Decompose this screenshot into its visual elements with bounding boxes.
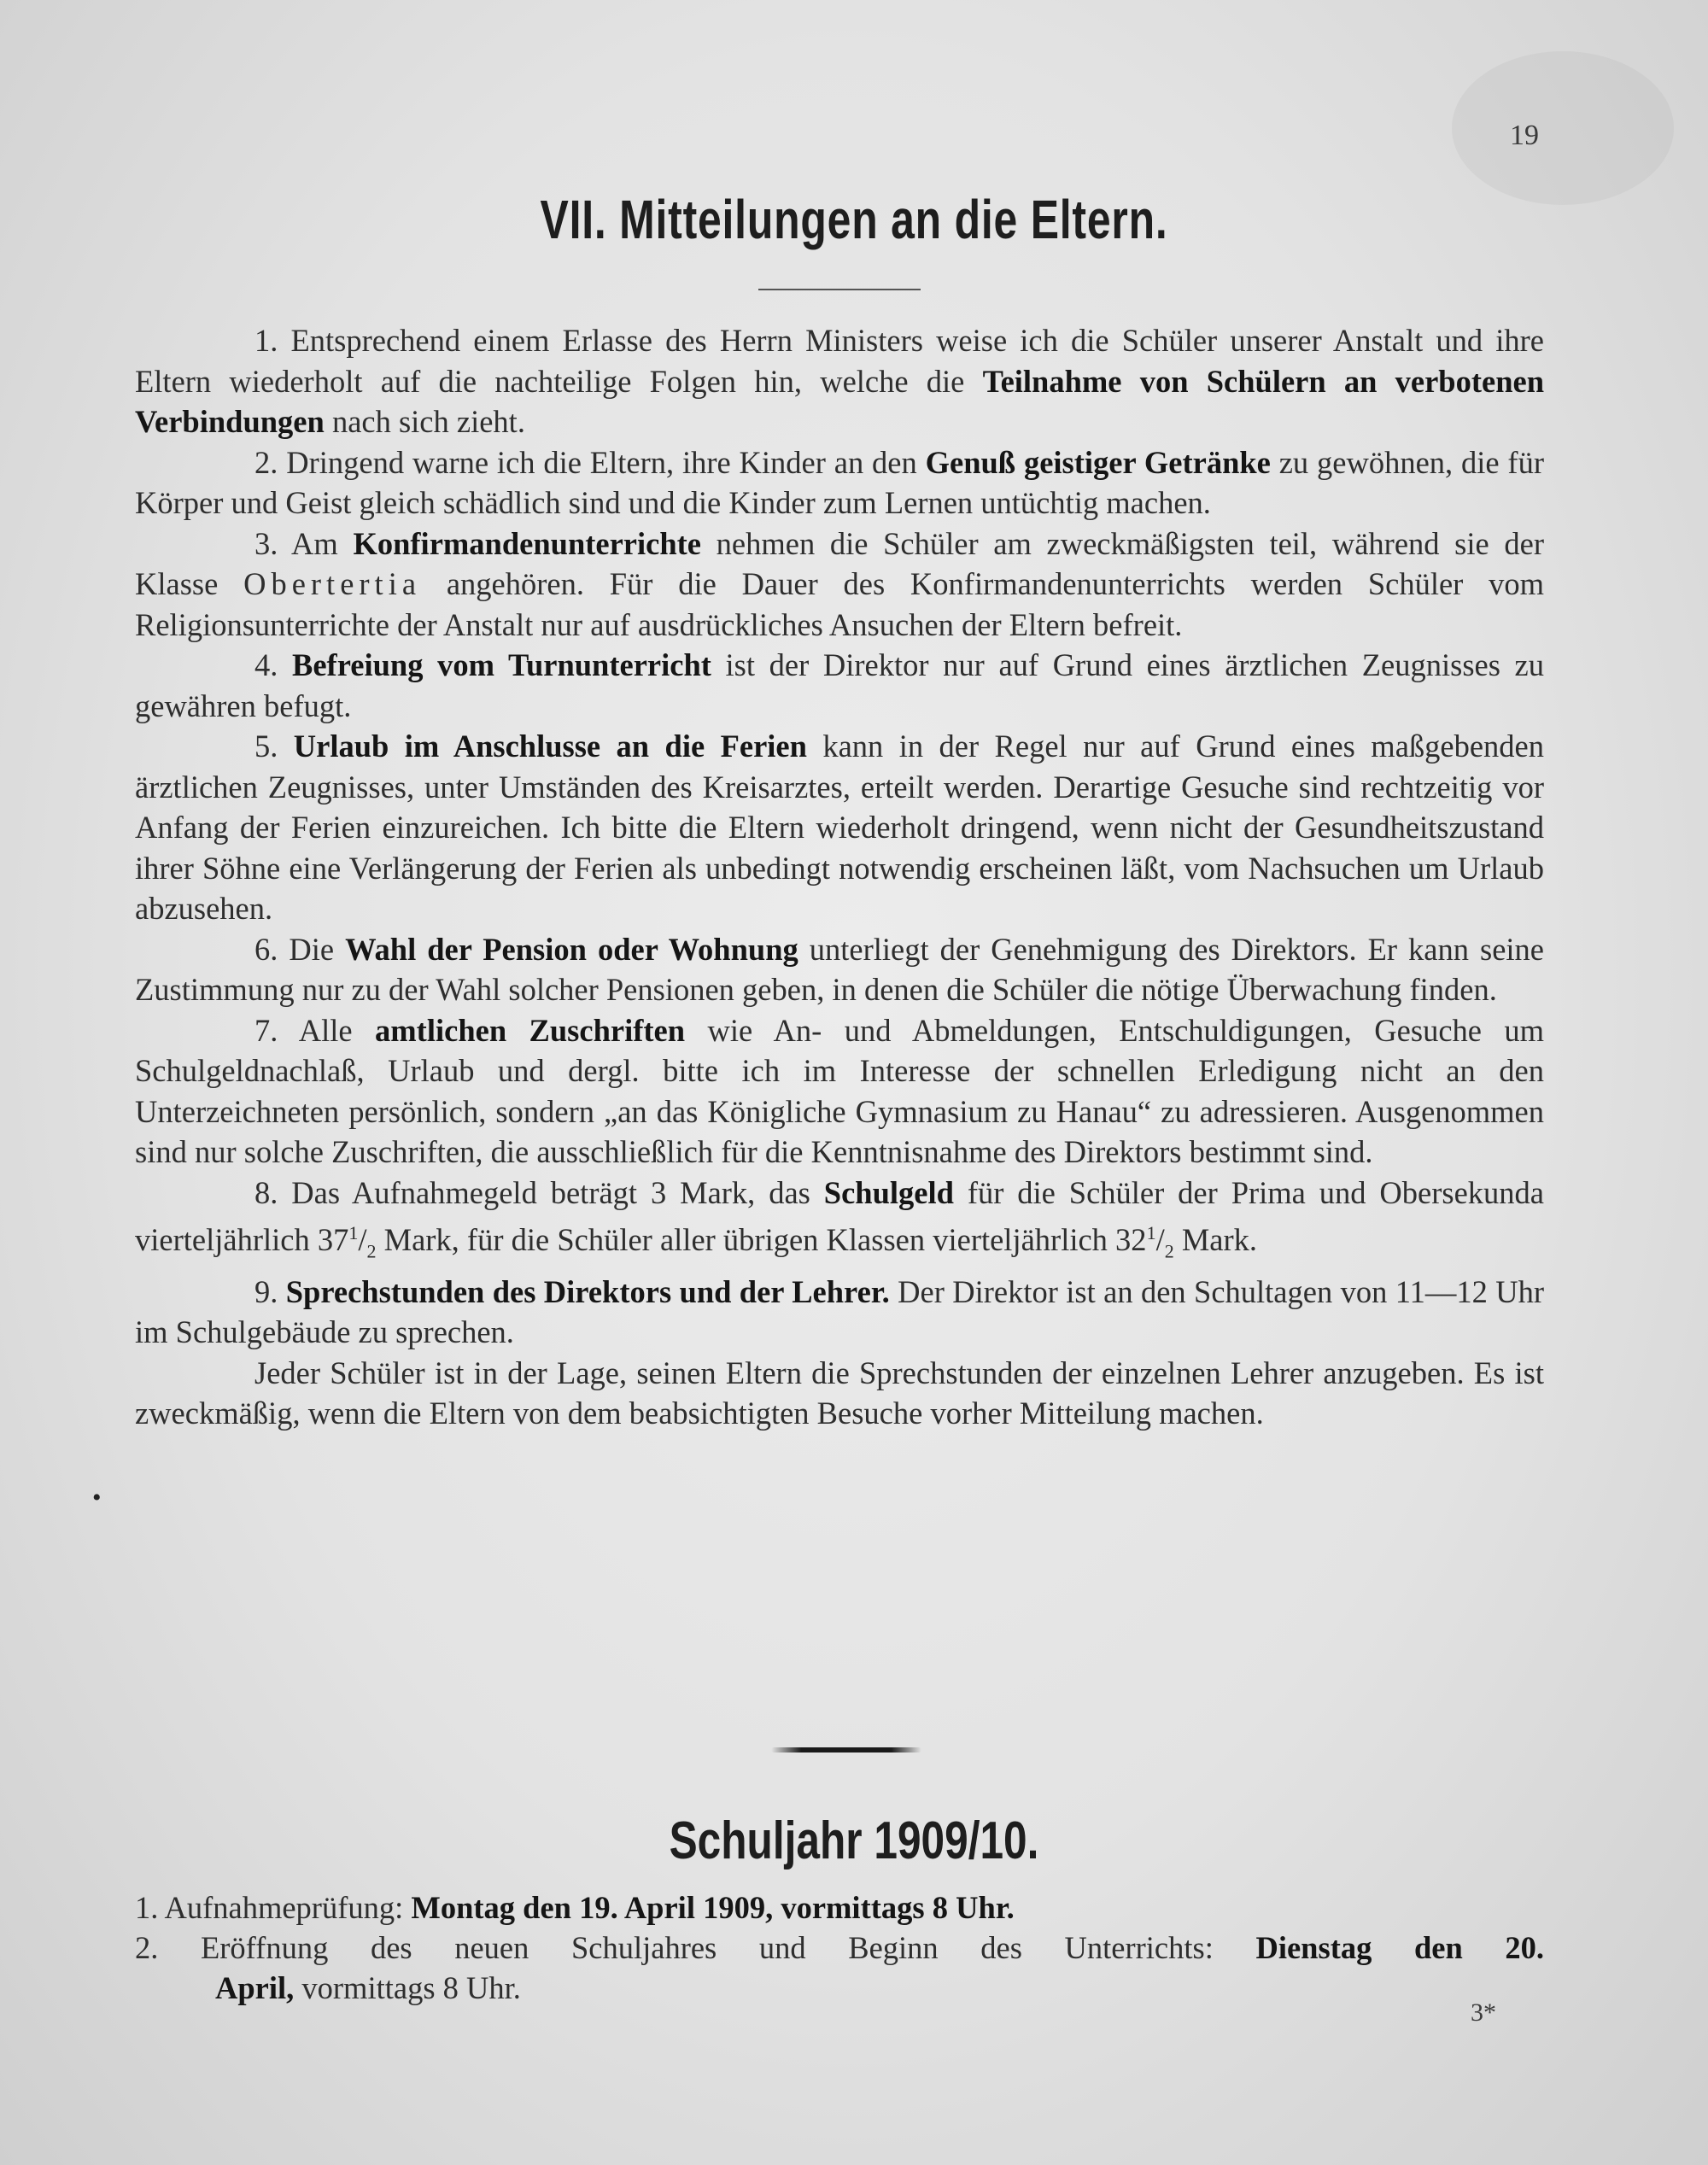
body-text (135, 320, 1544, 1434)
paragraph-9: 9. Sprechstunden des Direktors und der Lehrer. Der Direktor ist an den Schultagen von 11—12 Uhr im Schulgebäude zu sprechen. (135, 1273, 1544, 1350)
paragraph-5: 5. Urlaub im Anschlusse an die Ferien kann in der Regel nur auf Grund eines maßgebenden ärztlichen Zeugnisses, unter Umständen des Kreisarztes, erteilt werden. Derartige Gesuche sind rechtzeitig vor Anfang der Ferien einzureichen. Ich bitte die Eltern wiederholt dringend, wenn nicht der Gesundheitszustand ihrer Söhne eine Verlängerung der Ferien als unbedingt notwendig erscheinen läßt, vom Nachsuchen um Urlaub abzusehen. (135, 728, 1544, 926)
scan-shadow (1452, 51, 1674, 205)
margin-bullet: • (92, 1483, 102, 1512)
school-year-list (135, 1887, 1544, 2008)
section-title: VII. Mitteilungen an die Eltern. (540, 189, 1168, 250)
signature-mark: 3* (1471, 1998, 1496, 2027)
page-number: 19 (1510, 120, 1539, 151)
list-item-entrance-exam: 1. Aufnahmeprüfung: Montag den 19. April 1909, vormittags 8 Uhr. (135, 1890, 1015, 1925)
section-separator (771, 1747, 921, 1752)
list-item-school-opening-continued: April, vormittags 8 Uhr. (215, 1970, 521, 2005)
paragraph-1: 1. Entsprechend einem Erlasse des Herrn Ministers weise ich die Schüler unserer Anstalt und ihre Eltern wiederholt auf die nachteilige Folgen hin, welche die Teilnahme von Schülern an verbotenen Verbindungen nach sich zieht. (135, 323, 1544, 439)
paragraph-10: Jeder Schüler ist in der Lage, seinen Eltern die Sprechstunden der einzelnen Lehrer anzugeben. Es ist zweckmäßig, wenn die Eltern von dem beabsichtigten Besuche vorher Mitteilung machen. (135, 1355, 1544, 1431)
paragraph-7: 7. Alle amtlichen Zuschriften wie An- und Abmeldungen, Entschuldigungen, Gesuche um Schulgeldnachlaß, Urlaub und dergl. bitte ich im Interesse der schnellen Erledigung nicht an den Unterzeichneten persönlich, sondern „an das Königliche Gymnasium zu Hanau“ zu adressieren. Ausgenommen sind nur solche Zuschriften, die ausschließlich für die Kenntnisnahme des Direktors bestimmt sind. (135, 1012, 1545, 1169)
title-rule (758, 289, 921, 290)
school-year-title: Schuljahr 1909/10. (669, 1811, 1039, 1870)
paragraph-4: 4. Befreiung vom Turnunterricht ist der Direktor nur auf Grund eines ärztlichen Zeugnisses zu gewähren befugt. (135, 647, 1545, 723)
paragraph-6: 6. Die Wahl der Pension oder Wohnung unterliegt der Genehmigung des Direktors. Er kann seine Zustimmung nur zu der Wahl solcher Pensionen geben, in denen die Schüler die nötige Überwachung finden. (135, 931, 1544, 1007)
paragraph-8: 8. Das Aufnahmegeld beträgt 3 Mark, das Schulgeld für die Schüler der Prima und Obersekunda vierteljährlich $37^1/_2$ Mark, für die Schüler aller übrigen Klassen vierteljährlich $32^1/_2$ Mark. (135, 1174, 1545, 1262)
paragraph-2: 2. Dringend warne ich die Eltern, ihre Kinder an den Genuß geistiger Getränke zu gewöhnen, die für Körper und Geist gleich schädlich sind und die Kinder zum Lernen untüchtig machen. (135, 444, 1544, 520)
list-item-school-opening: 2. Eröffnung des neuen Schuljahres und Beginn des Unterrichts: Dienstag den 20. (135, 1930, 1544, 1965)
paragraph-3: 3. Am Konfirmandenunterrichte nehmen die Schüler am zweckmäßigsten teil, während sie der Klasse Obertertia angehören. Für die Dauer des Konfirmandenunterrichts werden Schüler vom Religionsunterrichte der Anstalt nur auf ausdrückliches Ansuchen der Eltern befreit. (135, 525, 1544, 642)
